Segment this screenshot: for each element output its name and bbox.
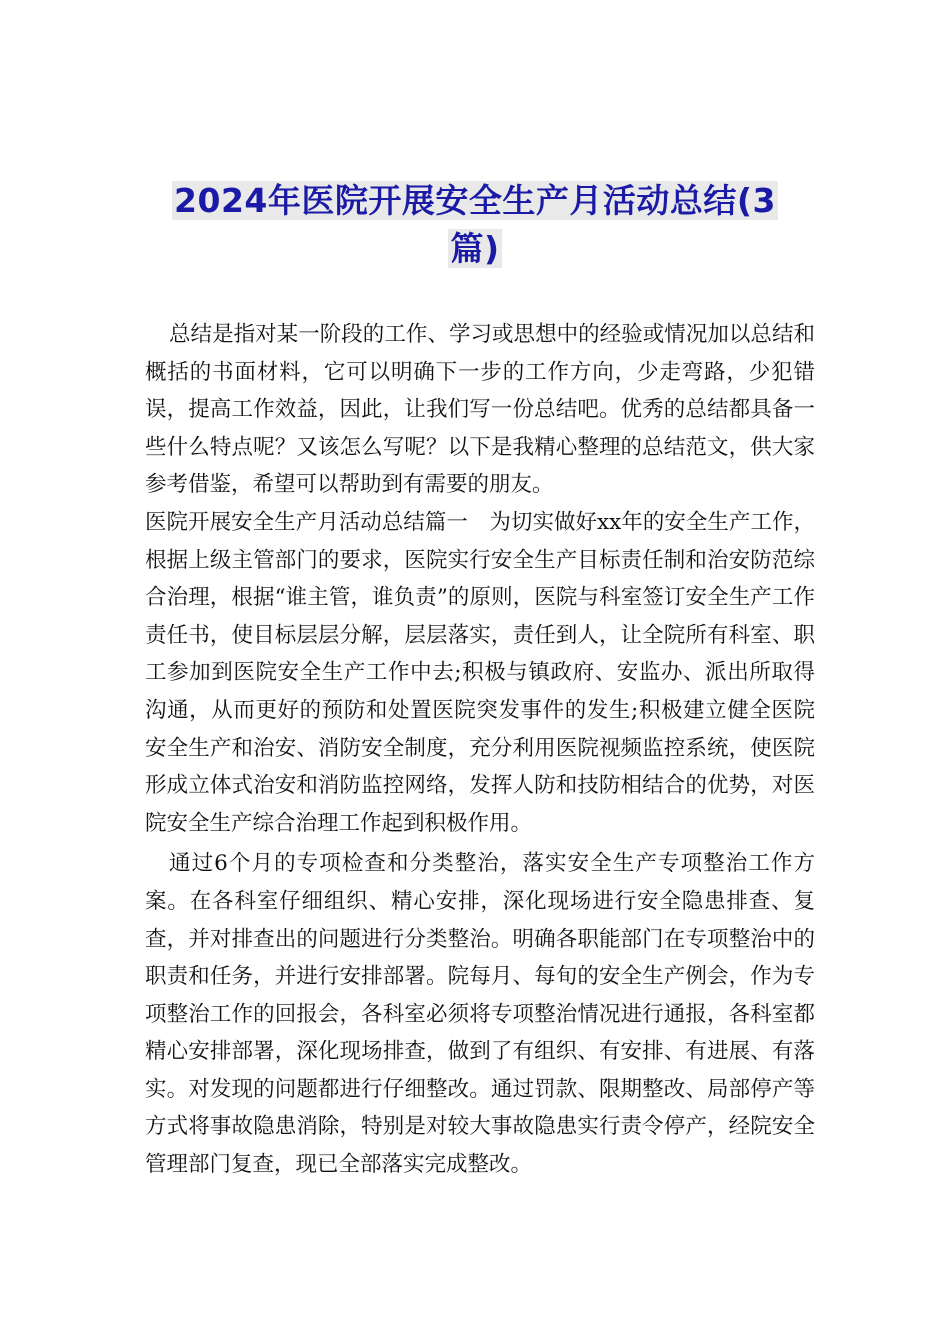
special-rectification-paragraph: 通过6个月的专项检查和分类整治，落实安全生产专项整治工作方案。在各科室仔细组织、精心安排，深化现场进行安全隐患排查、复查，并对排查出的问题进行分类整治。明确各职能部门在专项整治中的职责和任务，并进行安排部署。院每月、每旬的安全生产例会，作为专项整治工作的回报会，各科室必须将专项整治情况进行通报，各科室都精心安排部署，深化现场排查，做到了有组织、有安排、有进展、有落实。对发现的问题都进行仔细整改。通过罚款、限期整改、局部停产等方式将事故隐患消除，特别是对较大事故隐患实行责令停产，经院安全管理部门复查，现已全部落实完成整改。 xyxy=(145,851,815,1178)
section-one-paragraph: 医院开展安全生产月活动总结篇一 为切实做好xx年的安全生产工作，根据上级主管部门的要求，医院实行安全生产目标责任制和治安防范综合治理，根据“谁主管，谁负责”的原则，医院与科室签订安全生产工作责任书，使目标层层分解，层层落实，责任到人，让全院所有科室、职工参加到医院安全生产工作中去;积极与镇政府、安监办、派出所取得沟通，从而更好的预防和处置医院突发事件的发生;积极建立健全医院安全生产和治安、消防安全制度，充分利用医院视频监控系统，使医院形成立体式治安和消防监控网络，发挥人防和技防相结合的优势，对医院安全生产综合治理工作起到积极作用。 xyxy=(145,509,815,836)
document-title xyxy=(140,177,810,273)
document-body xyxy=(145,316,815,1184)
document-title-line1: 2024年医院开展安全生产月活动总结(3 xyxy=(174,181,776,220)
document-title-line2: 篇) xyxy=(450,229,500,268)
intro-paragraph: 总结是指对某一阶段的工作、学习或思想中的经验或情况加以总结和概括的书面材料，它可以明确下一步的工作方向，少走弯路，少犯错误，提高工作效益，因此，让我们写一份总结吧。优秀的总结都具备一些什么特点呢？又该怎么写呢？以下是我精心整理的总结范文，供大家参考借鉴，希望可以帮助到有需要的朋友。 xyxy=(145,322,815,498)
